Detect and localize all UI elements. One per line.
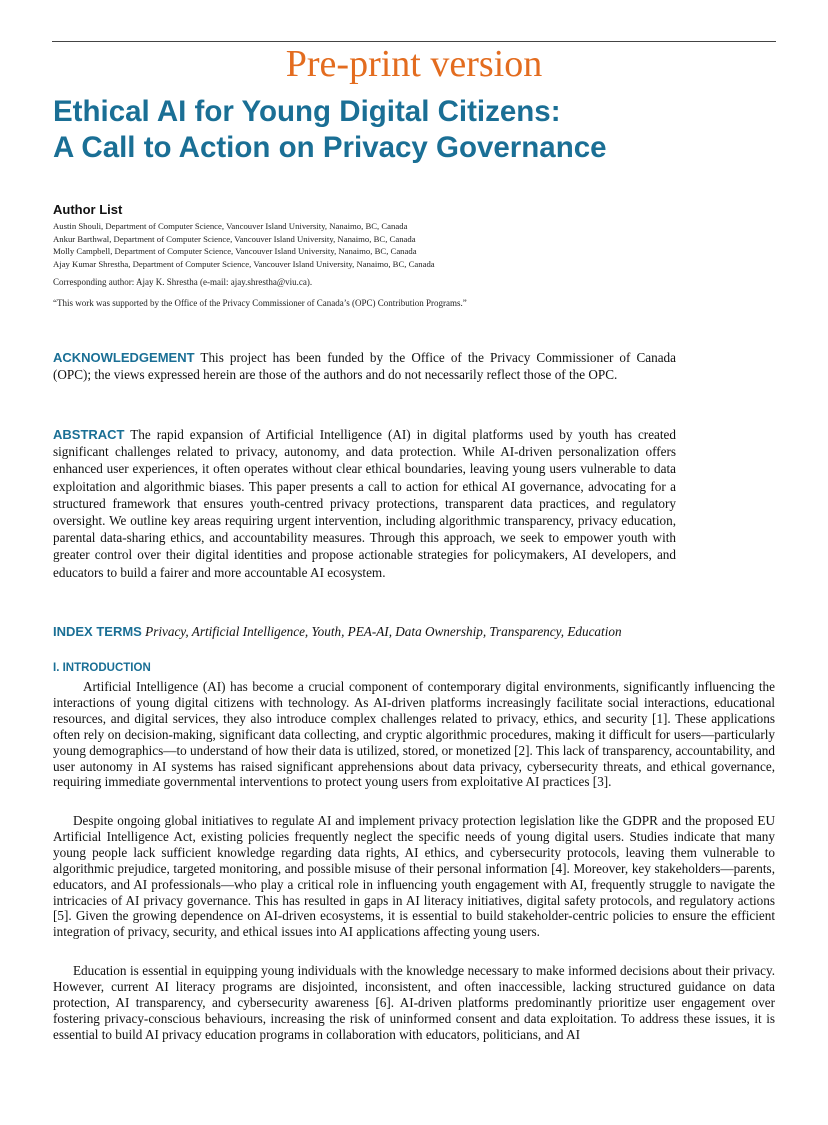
introduction-paragraph: [53, 813, 775, 940]
funding-note: “This work was supported by the Office of the Privacy Commissioner of Canada’s (OPC) Contribution Programs.”: [53, 298, 467, 308]
acknowledgement-text: This project has been funded by the Office of the Privacy Commissioner of Canada (OPC); the views expressed herein are those of the authors and do not necessarily reflect those of the OPC.: [53, 350, 677, 383]
introduction-paragraph: [53, 679, 775, 790]
abstract-label: ABSTRACT: [53, 427, 125, 442]
author-entry: Molly Campbell, Department of Computer Science, Vancouver Island University, Nanaimo, BC, Canada: [53, 246, 417, 257]
paragraph-text: Education is essential in equipping young individuals with the knowledge necessary to make informed decisions about their privacy. However, current AI literacy programs are disjointed, inconsistent, and often inaccessible, lacking structured guidance on data protection, AI transparency, and cybersecurity awareness [6]. AI-driven platforms predominantly prioritize user engagement over fostering privacy-conscious behaviours, increasing the risk of uninformed consent and data exploitation. To address these issues, it is essential to build AI privacy education programs in collaboration with educators, politicians, and AI: [53, 963, 775, 1042]
author-entry: Austin Shouli, Department of Computer Science, Vancouver Island University, Nanaimo, BC, Canada: [53, 221, 408, 231]
title-line-2: A Call to Action on Privacy Governance: [53, 131, 607, 164]
author-entry: Ajay Kumar Shrestha, Department of Computer Science, Vancouver Island University, Nanaimo, BC, Canada: [53, 258, 435, 269]
paragraph-text: Artificial Intelligence (AI) has become a crucial component of contemporary digital environments, significantly influencing the interactions of young digital citizens with technology. As AI-driven platforms increasingly facilitate social interactions, educational resources, and digital services, they also introduce complex challenges related to privacy, ethics, and security [1]. These applications often rely on decision-making, significant data collecting, and cryptic algorithmic procedures, making it difficult for users—particularly young demographics—to understand of how their data is utilized, stored, or monetized [2]. This lack of transparency, accountability, and user autonomy in AI systems has raised significant apprehensions about data privacy, cybersecurity threats, and ethical governance, requiring immediate governmental interventions to protect young users from exploitative AI practices [3].: [53, 679, 775, 790]
acknowledgement-section: [53, 349, 676, 383]
title-line-1: Ethical AI for Young Digital Citizens:: [53, 95, 561, 128]
abstract-section: [53, 426, 676, 581]
author-list: [53, 220, 773, 270]
author-list-heading: Author List: [53, 202, 123, 217]
author-entry: Ankur Barthwal, Department of Computer Science, Vancouver Island University, Nanaimo, BC, Canada: [53, 233, 416, 244]
introduction-heading: I. INTRODUCTION: [53, 662, 151, 674]
index-terms-section: [53, 623, 676, 640]
index-terms-label: INDEX TERMS: [53, 624, 142, 639]
preprint-label: Pre-print version: [285, 43, 543, 85]
introduction-paragraph: [53, 963, 775, 1043]
index-terms-text: Privacy, Artificial Intelligence, Youth, PEA-AI, Data Ownership, Transparency, Education: [145, 624, 622, 639]
corresponding-author: Corresponding author: Ajay K. Shrestha (e-mail: ajay.shrestha@viu.ca).: [53, 277, 313, 287]
acknowledgement-label: ACKNOWLEDGEMENT: [53, 350, 195, 365]
paper-title: [53, 94, 793, 166]
abstract-text: The rapid expansion of Artificial Intelligence (AI) in digital platforms used by youth has created significant challenges related to privacy, autonomy, and data protection. While AI-driven personalization offers enhanced user experiences, it often operates without clear ethical boundaries, leaving young users vulnerable to data exploitation and algorithmic biases. This paper presents a call to action for ethical AI governance, advocating for a structured framework that ensures youth-centred privacy protections, transparent data practices, and regulatory oversight. We outline key areas requiring urgent intervention, including algorithmic transparency, privacy education, parental data-sharing ethics, and accountability measures. Through this approach, we seek to empower youth with greater control over their digital identities and propose actionable strategies for policymakers, AI developers, and educators to build a fairer and more accountable AI ecosystem.: [53, 427, 677, 580]
paragraph-text: Despite ongoing global initiatives to regulate AI and implement privacy protection legislation like the GDPR and the proposed EU Artificial Intelligence Act, existing policies frequently neglect the specific needs of young digital users. Studies indicate that many young people lack sufficient knowledge regarding data rights, AI ethics, and cybersecurity protocols, leaving them vulnerable to algorithmic prejudice, targeted monitoring, and possible misuse of their personal information [4]. Moreover, key stakeholders—parents, educators, and AI professionals—who play a critical role in influencing youth engagement with AI, frequently struggle to navigate the intricacies of AI privacy governance. This has resulted in gaps in AI literacy initiatives, digital safety protocols, and regulatory actions [5]. Given the growing dependence on AI-driven ecosystems, it is essential to build stakeholder-centric policies to ensure the efficient integration of privacy, security, and ethical issues into AI applications affecting young users.: [53, 813, 775, 940]
